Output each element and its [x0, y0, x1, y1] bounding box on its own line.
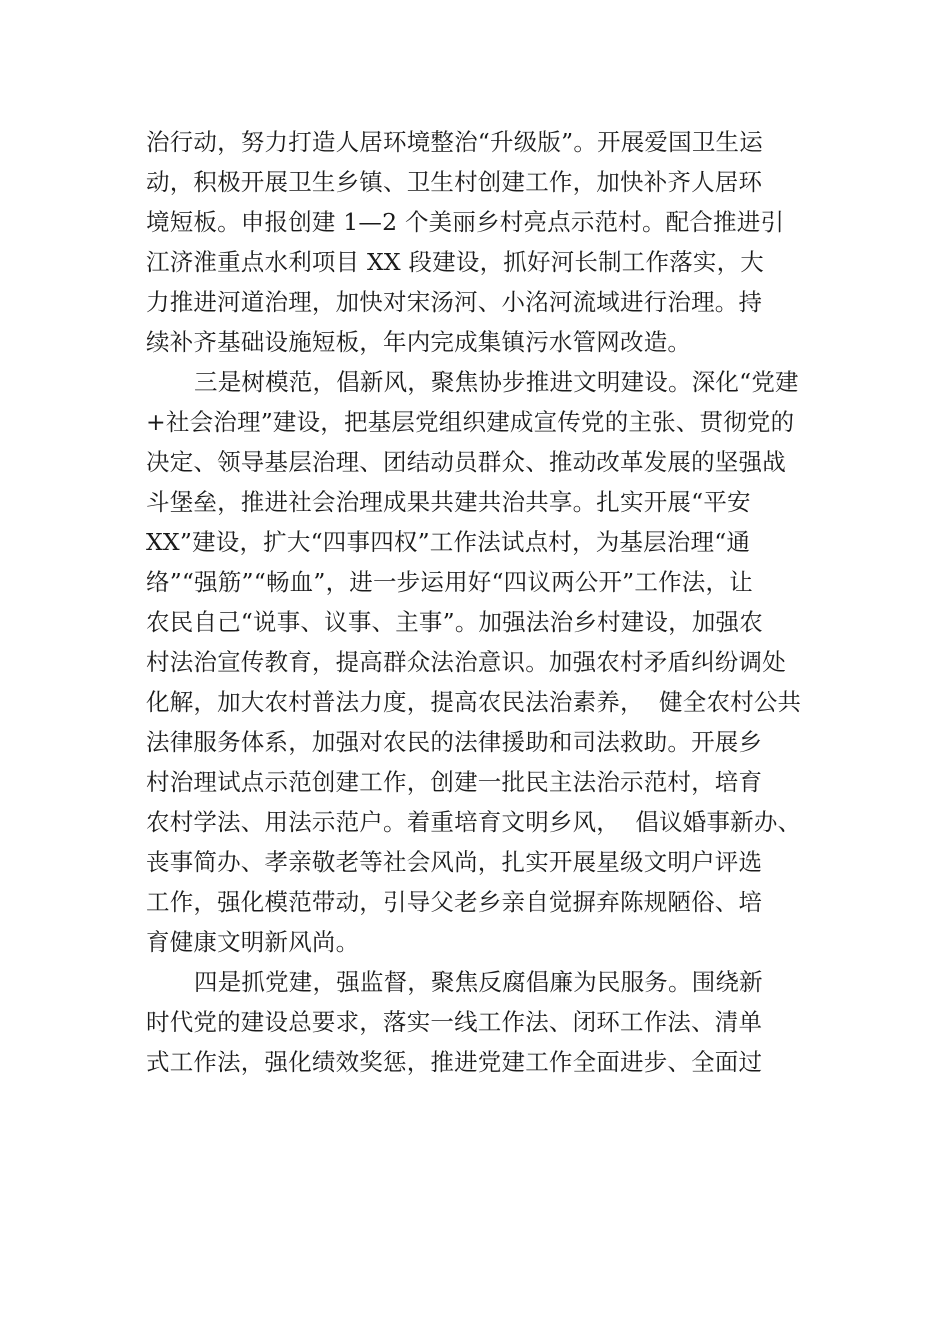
text-line: 络”“强筋”“畅血”，进一步运用好“四议两公开”工作法，让: [146, 568, 753, 596]
text-line: 斗堡垒，推进社会治理成果共建共治共享。扎实开展“平安: [146, 488, 751, 516]
text-line: 境短板。申报创建 1—2 个美丽乡村亮点示范村。配合推进引: [146, 208, 785, 236]
text-line: +社会治理”建设，把基层党组织建成宣传党的主张、贯彻党的: [146, 408, 795, 436]
text-line: 力推进河道治理，加快对宋汤河、小洺河流域进行治理。持: [146, 288, 763, 316]
text-line: 江济淮重点水利项目 XX 段建设，抓好河长制工作落实，大: [146, 248, 764, 276]
text-line: 育健康文明新风尚。: [146, 928, 360, 956]
text-line: 工作，强化模范带动，引导父老乡亲自觉摒弃陈规陋俗、培: [146, 888, 763, 916]
paragraph-start-line: 三是树模范，倡新风，聚焦协步推进文明建设。深化“党建: [194, 368, 799, 396]
text-line: 化解，加大农村普法力度，提高农民法治素养， 健全农村公共: [146, 688, 802, 716]
text-line: 农民自己“说事、议事、主事”。加强法治乡村建设，加强农: [146, 608, 763, 636]
text-line: 村治理试点示范创建工作，创建一批民主法治示范村，培育: [146, 768, 763, 796]
text-line: 法律服务体系，加强对农民的法律援助和司法救助。开展乡: [146, 728, 763, 756]
text-line: XX”建设，扩大“四事四权”工作法试点村，为基层治理“通: [146, 528, 751, 556]
text-line: 农村学法、用法示范户。着重培育文明乡风， 倡议婚事新办、: [146, 808, 802, 836]
text-line: 续补齐基础设施短板，年内完成集镇污水管网改造。: [146, 328, 692, 356]
text-line: 时代党的建设总要求，落实一线工作法、闭环工作法、清单: [146, 1008, 763, 1036]
paragraph-start-line: 四是抓党建，强监督，聚焦反腐倡廉为民服务。围绕新: [194, 968, 763, 996]
text-line: 动，积极开展卫生乡镇、卫生村创建工作，加快补齐人居环: [146, 168, 763, 196]
text-line: 丧事简办、孝亲敬老等社会风尚，扎实开展星级文明户评选: [146, 848, 763, 876]
text-line: 村法治宣传教育，提高群众法治意识。加强农村矛盾纠纷调处: [146, 648, 786, 676]
text-line: 治行动，努力打造人居环境整治“升级版”。开展爱国卫生运: [146, 128, 763, 156]
text-line: 式工作法，强化绩效奖惩，推进党建工作全面进步、全面过: [146, 1048, 763, 1076]
text-line: 决定、领导基层治理、团结动员群众、推动改革发展的坚强战: [146, 448, 786, 476]
